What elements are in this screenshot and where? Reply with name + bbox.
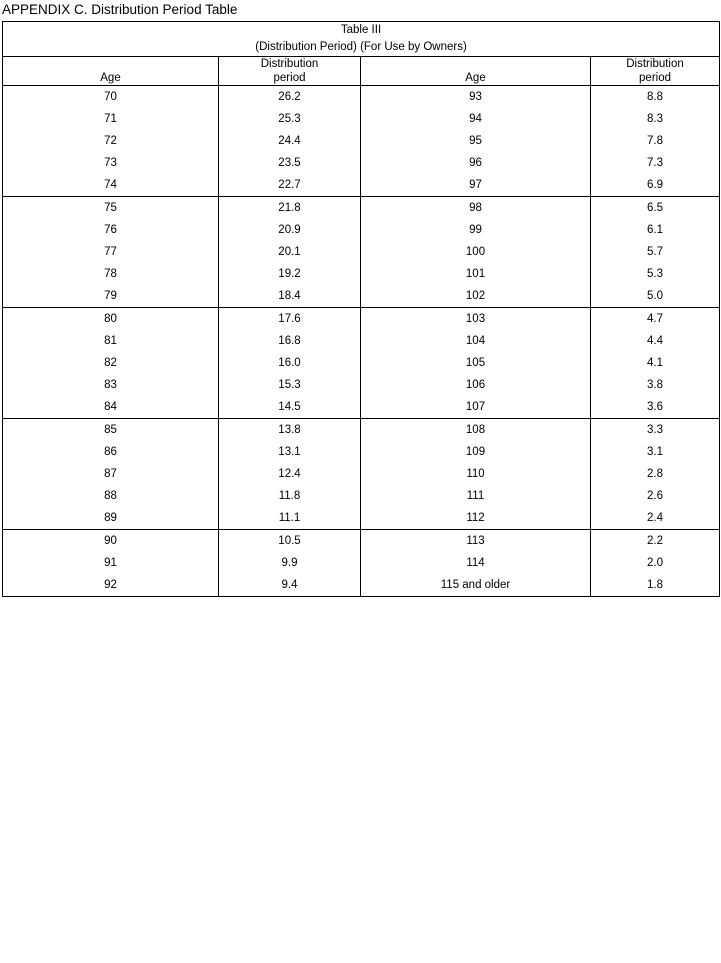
table-row (591, 419, 719, 441)
table-row (3, 419, 218, 441)
cell-period: 3.6 (647, 401, 664, 413)
cell-period: 18.4 (278, 290, 301, 302)
group-cell-age-left (3, 308, 219, 419)
table-header-row (3, 57, 720, 86)
table-row (361, 507, 590, 529)
cell-period: 13.1 (278, 446, 301, 458)
table-row (3, 552, 218, 574)
inner-grid (361, 530, 590, 596)
group-cell-period-left (219, 197, 361, 308)
cell-period: 11.8 (278, 490, 301, 502)
cell-period: 9.9 (281, 557, 298, 569)
table-row (591, 241, 719, 263)
table-row (591, 86, 719, 108)
table-row (361, 552, 590, 574)
inner-grid (3, 197, 218, 307)
inner-grid (3, 530, 218, 596)
cell-period: 4.7 (647, 313, 664, 325)
table-row (591, 308, 719, 330)
cell-age: 91 (104, 557, 117, 569)
cell-period: 12.4 (278, 468, 301, 480)
cell-age: 114 (466, 557, 485, 569)
table-row (591, 352, 719, 374)
group-cell-age-right (361, 419, 591, 530)
cell-period: 3.3 (647, 424, 664, 436)
table-row (361, 330, 590, 352)
cell-period: 17.6 (278, 313, 301, 325)
table-row (219, 485, 360, 507)
table-row (219, 507, 360, 529)
cell-period: 16.8 (278, 335, 301, 347)
table-row (219, 263, 360, 285)
table-row (3, 241, 218, 263)
cell-period: 1.8 (647, 579, 664, 591)
group-cell-period-right (591, 530, 720, 597)
cell-period: 11.1 (278, 512, 301, 524)
table-group-row (3, 197, 720, 308)
table-row (361, 152, 590, 174)
cell-period: 5.3 (647, 268, 664, 280)
distribution-period-table (2, 21, 720, 597)
table-group-row (3, 308, 720, 419)
cell-period: 21.8 (278, 202, 301, 214)
table-row (219, 197, 360, 219)
cell-age: 75 (104, 202, 117, 214)
cell-age: 70 (104, 91, 117, 103)
table-row (3, 174, 218, 196)
cell-period: 9.4 (281, 579, 298, 591)
group-cell-age-right (361, 530, 591, 597)
cell-age: 109 (465, 446, 486, 458)
cell-age: 94 (469, 113, 482, 125)
inner-grid (361, 197, 590, 307)
cell-period: 5.0 (647, 290, 664, 302)
table-row (361, 463, 590, 485)
inner-grid (219, 308, 360, 418)
inner-grid (219, 197, 360, 307)
table-row (3, 574, 218, 596)
cell-age: 110 (466, 468, 485, 480)
table-row (591, 441, 719, 463)
table-row (361, 419, 590, 441)
cell-age: 112 (466, 512, 485, 524)
group-cell-age-left (3, 530, 219, 597)
table-row (3, 530, 218, 552)
table-row (591, 219, 719, 241)
table-group-row (3, 86, 720, 197)
cell-age: 90 (104, 535, 117, 547)
cell-age: 86 (104, 446, 117, 458)
table-row (591, 263, 719, 285)
table-row (361, 352, 590, 374)
table-row (591, 485, 719, 507)
table-row (591, 507, 719, 529)
table-row (219, 130, 360, 152)
cell-period: 7.3 (647, 157, 664, 169)
cell-age: 73 (104, 157, 117, 169)
cell-period: 14.5 (278, 401, 301, 413)
cell-period: 3.1 (647, 446, 664, 458)
header-period-left (219, 57, 361, 86)
table-row (361, 197, 590, 219)
table-row (591, 152, 719, 174)
inner-grid (361, 308, 590, 418)
cell-age: 99 (469, 224, 482, 236)
inner-grid (361, 419, 590, 529)
table-row (219, 86, 360, 108)
table-title-line1: Table III (340, 24, 382, 36)
table-title-line2: (Distribution Period) (For Use by Owners) (255, 41, 467, 53)
inner-grid (591, 197, 719, 307)
table-row (219, 174, 360, 196)
cell-age: 74 (104, 179, 117, 191)
group-cell-period-right (591, 308, 720, 419)
cell-period: 2.0 (647, 557, 664, 569)
table-row (3, 330, 218, 352)
cell-age: 96 (469, 157, 482, 169)
table-row (591, 574, 719, 596)
cell-period: 22.7 (278, 179, 301, 191)
cell-period: 6.9 (647, 179, 664, 191)
header-period-right (591, 57, 720, 86)
inner-grid (219, 530, 360, 596)
table-row (591, 330, 719, 352)
cell-period: 2.8 (647, 468, 664, 480)
cell-period: 8.8 (647, 91, 664, 103)
cell-period: 5.7 (647, 246, 664, 258)
cell-period: 16.0 (278, 357, 301, 369)
table-row (591, 463, 719, 485)
cell-period: 2.6 (647, 490, 664, 502)
inner-grid (3, 419, 218, 529)
cell-period: 8.3 (647, 113, 664, 125)
cell-age: 92 (104, 579, 117, 591)
cell-period: 20.1 (278, 246, 301, 258)
cell-period: 15.3 (278, 379, 301, 391)
cell-age: 71 (104, 113, 117, 125)
header-age-left: Age (3, 57, 219, 86)
cell-age: 78 (104, 268, 117, 280)
cell-age: 115 and older (440, 579, 511, 591)
cell-period: 20.9 (278, 224, 301, 236)
cell-age: 95 (469, 135, 482, 147)
table-row (591, 197, 719, 219)
table-title-cell (3, 22, 720, 57)
group-cell-age-left (3, 197, 219, 308)
cell-age: 77 (104, 246, 117, 258)
cell-age: 82 (104, 357, 117, 369)
cell-age: 81 (104, 335, 117, 347)
cell-period: 24.4 (278, 135, 301, 147)
table-row (3, 463, 218, 485)
inner-grid (361, 86, 590, 196)
table-row (361, 174, 590, 196)
header-period-right-line1: Distribution (626, 58, 684, 70)
group-cell-age-right (361, 197, 591, 308)
cell-age: 106 (465, 379, 486, 391)
inner-grid (591, 530, 719, 596)
inner-grid (219, 419, 360, 529)
cell-age: 83 (104, 379, 117, 391)
group-cell-period-right (591, 419, 720, 530)
cell-period: 3.8 (647, 379, 664, 391)
table-row (361, 374, 590, 396)
table-row (591, 530, 719, 552)
header-period-left-line1: Distribution (260, 58, 319, 70)
table-row (3, 86, 218, 108)
table-row (361, 396, 590, 418)
table-title-row (3, 22, 720, 57)
cell-period: 2.2 (647, 535, 664, 547)
table-row (361, 108, 590, 130)
table-row (3, 507, 218, 529)
table-group-row (3, 419, 720, 530)
cell-age: 101 (465, 268, 486, 280)
cell-age: 87 (104, 468, 117, 480)
cell-age: 88 (104, 490, 117, 502)
table-row (219, 530, 360, 552)
table-group-row (3, 530, 720, 597)
inner-grid (219, 86, 360, 196)
group-cell-period-left (219, 308, 361, 419)
cell-age: 108 (465, 424, 486, 436)
group-cell-period-right (591, 197, 720, 308)
table-row (219, 108, 360, 130)
table-row (3, 263, 218, 285)
table-row (219, 330, 360, 352)
cell-age: 79 (104, 290, 117, 302)
header-period-right-line2: period (639, 72, 671, 84)
group-cell-period-left (219, 86, 361, 197)
header-period-left-line2: period (273, 72, 306, 84)
table-row (3, 396, 218, 418)
cell-period: 13.8 (278, 424, 301, 436)
cell-age: 107 (465, 401, 486, 413)
cell-period: 7.8 (647, 135, 664, 147)
table-row (361, 263, 590, 285)
cell-age: 93 (469, 91, 482, 103)
cell-age: 100 (465, 246, 486, 258)
cell-period: 6.5 (647, 202, 664, 214)
table-row (3, 219, 218, 241)
inner-grid (591, 419, 719, 529)
cell-age: 80 (104, 313, 117, 325)
cell-age: 85 (104, 424, 117, 436)
table-row (591, 285, 719, 307)
table-row (219, 352, 360, 374)
table-row (3, 130, 218, 152)
cell-age: 113 (466, 535, 485, 547)
table-row (219, 285, 360, 307)
inner-grid (591, 86, 719, 196)
inner-grid (3, 308, 218, 418)
table-row (361, 241, 590, 263)
cell-age: 98 (469, 202, 482, 214)
group-cell-age-right (361, 86, 591, 197)
table-row (361, 86, 590, 108)
cell-age: 76 (104, 224, 117, 236)
table-row (591, 108, 719, 130)
table-row (219, 552, 360, 574)
cell-age: 72 (104, 135, 117, 147)
table-row (591, 552, 719, 574)
group-cell-age-right (361, 308, 591, 419)
table-row (361, 530, 590, 552)
cell-age: 97 (469, 179, 482, 191)
table-row (219, 308, 360, 330)
table-row (361, 485, 590, 507)
table-row (219, 241, 360, 263)
inner-grid (591, 308, 719, 418)
table-row (591, 174, 719, 196)
cell-period: 4.4 (647, 335, 664, 347)
table-row (3, 441, 218, 463)
table-row (219, 219, 360, 241)
table-row (361, 285, 590, 307)
cell-age: 103 (465, 313, 486, 325)
cell-period: 4.1 (647, 357, 664, 369)
table-row (591, 374, 719, 396)
cell-age: 84 (104, 401, 117, 413)
cell-period: 6.1 (647, 224, 664, 236)
cell-period: 23.5 (278, 157, 301, 169)
table-row (3, 285, 218, 307)
table-row (3, 108, 218, 130)
group-cell-period-left (219, 419, 361, 530)
table-row (219, 463, 360, 485)
table-row (3, 308, 218, 330)
inner-grid (3, 86, 218, 196)
table-row (361, 308, 590, 330)
table-row (3, 152, 218, 174)
cell-age: 89 (104, 512, 117, 524)
table-row (3, 352, 218, 374)
cell-period: 19.2 (278, 268, 301, 280)
table-row (219, 396, 360, 418)
cell-period: 26.2 (278, 91, 301, 103)
table-row (591, 130, 719, 152)
group-cell-period-right (591, 86, 720, 197)
table-row (3, 485, 218, 507)
cell-age: 111 (466, 490, 485, 502)
table-row (3, 197, 218, 219)
group-cell-age-left (3, 86, 219, 197)
cell-age: 102 (465, 290, 486, 302)
header-age-right: Age (361, 57, 591, 86)
table-row (3, 374, 218, 396)
table-row (361, 574, 590, 596)
table-row (361, 130, 590, 152)
table-row (591, 396, 719, 418)
table-row (219, 374, 360, 396)
table-row (361, 219, 590, 241)
cell-period: 10.5 (278, 535, 301, 547)
table-row (219, 419, 360, 441)
table-row (219, 441, 360, 463)
cell-age: 104 (465, 335, 486, 347)
group-cell-period-left (219, 530, 361, 597)
page-title: APPENDIX C. Distribution Period Table (2, 2, 238, 17)
table-row (219, 152, 360, 174)
cell-age: 105 (465, 357, 486, 369)
table-row (219, 574, 360, 596)
cell-period: 25.3 (278, 113, 301, 125)
group-cell-age-left (3, 419, 219, 530)
table-row (361, 441, 590, 463)
cell-period: 2.4 (647, 512, 664, 524)
